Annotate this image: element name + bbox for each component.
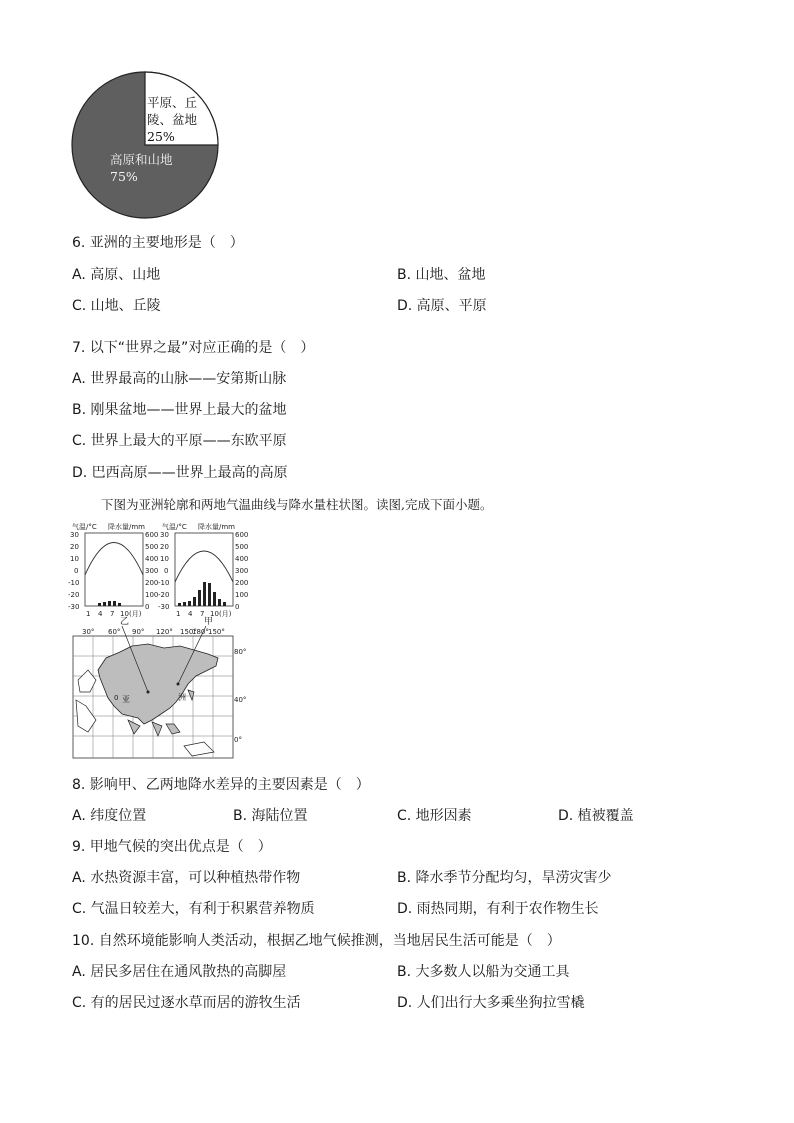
q8-option-c[interactable]: C. 地形因素 (397, 808, 472, 824)
q10-option-b[interactable]: B. 大多数人以船为交通工具 (397, 964, 570, 980)
q9-option-a[interactable]: A. 水热资源丰富，可以种植热带作物 (72, 870, 301, 886)
q7-option-b[interactable]: B. 刚果盆地——世界上最大的盆地 (72, 402, 287, 418)
q9-option-b[interactable]: B. 降水季节分配均匀，旱涝灾害少 (397, 870, 612, 886)
svg-text:0: 0 (114, 694, 119, 702)
pie-label-plateaus: 高原和山地 75% (110, 152, 173, 184)
svg-text:7: 7 (110, 610, 115, 618)
q8-option-b[interactable]: B. 海陆位置 (233, 808, 308, 824)
right-climate-chart (158, 531, 248, 618)
svg-text:-30: -30 (158, 603, 170, 611)
svg-text:-20: -20 (158, 591, 170, 599)
svg-text:4: 4 (188, 610, 193, 618)
svg-text:300: 300 (235, 567, 248, 575)
svg-text:30: 30 (160, 531, 169, 539)
left-precip-axis-label: 降水量/mm (108, 523, 145, 531)
q6-option-c[interactable]: C. 山地、丘陵 (72, 298, 161, 314)
svg-text:0: 0 (145, 603, 150, 611)
svg-text:(月): (月) (129, 610, 142, 618)
svg-text:0°: 0° (234, 736, 242, 744)
q6-option-a[interactable]: A. 高原、山地 (72, 267, 161, 283)
q9-option-c[interactable]: C. 气温日较差大，有利于积累营养物质 (72, 901, 315, 917)
figure-intro: 下图为亚洲轮廓和两地气温曲线与降水量柱状图。读图,完成下面小题。 (101, 497, 493, 512)
q10-option-c[interactable]: C. 有的居民过逐水草而居的游牧生活 (72, 995, 301, 1011)
svg-text:100: 100 (235, 591, 248, 599)
svg-text:600: 600 (145, 531, 159, 539)
svg-text:1: 1 (86, 610, 91, 618)
svg-text:500: 500 (145, 543, 159, 551)
q8-option-d[interactable]: D. 植被覆盖 (558, 808, 634, 824)
q6-option-b[interactable]: B. 山地、盆地 (397, 267, 486, 283)
svg-text:1: 1 (176, 610, 181, 618)
svg-text:-20: -20 (68, 591, 80, 599)
svg-text:20: 20 (70, 543, 79, 551)
q10-option-d[interactable]: D. 人们出行大多乘坐狗拉雪橇 (397, 995, 585, 1011)
svg-text:150°: 150° (208, 628, 225, 636)
svg-text:300: 300 (145, 567, 159, 575)
asia-outline-map (73, 626, 246, 758)
q7-option-a[interactable]: A. 世界最高的山脉——安第斯山脉 (72, 371, 287, 387)
q10-option-a[interactable]: A. 居民多居住在通风散热的高脚屋 (72, 964, 287, 980)
right-precip-axis-label: 降水量/mm (198, 523, 235, 531)
svg-text:4: 4 (98, 610, 103, 618)
svg-text:7: 7 (200, 610, 205, 618)
svg-text:-10: -10 (158, 579, 170, 587)
svg-text:180°: 180° (192, 628, 209, 636)
svg-text:0: 0 (235, 603, 240, 611)
q8-option-a[interactable]: A. 纬度位置 (72, 808, 147, 824)
landform-pie-chart (70, 70, 222, 222)
svg-text:0: 0 (74, 567, 79, 575)
q7-option-c[interactable]: C. 世界上最大的平原——东欧平原 (72, 433, 287, 449)
svg-text:120°: 120° (156, 628, 173, 636)
svg-text:60°: 60° (108, 628, 121, 636)
label-jia: 甲 (204, 617, 214, 627)
svg-text:90°: 90° (132, 628, 145, 636)
svg-text:600: 600 (235, 531, 248, 539)
right-temp-axis-label: 气温/°C (162, 523, 187, 531)
svg-text:30: 30 (70, 531, 79, 539)
svg-text:10: 10 (70, 555, 79, 563)
q10-stem: 10. 自然环境能影响人类活动，根据乙地气候推测，当地居民生活可能是（ ） (72, 933, 561, 949)
climate-map-figure (68, 520, 248, 764)
q9-option-d[interactable]: D. 雨热同期，有利于农作物生长 (397, 901, 599, 917)
pie-label-plains: 平原、丘 陵、盆地 25% (147, 95, 198, 144)
svg-text:500: 500 (235, 543, 248, 551)
svg-text:-10: -10 (68, 579, 80, 587)
q7-option-d[interactable]: D. 巴西高原——世界上最高的高原 (72, 465, 288, 481)
svg-text:40°: 40° (234, 696, 247, 704)
svg-text:10: 10 (210, 610, 219, 618)
svg-text:30°: 30° (82, 628, 95, 636)
left-climate-chart (68, 531, 158, 618)
svg-text:80°: 80° (234, 648, 247, 656)
left-temp-axis-label: 气温/°C (72, 523, 97, 531)
q7-stem: 7. 以下“世界之最”对应正确的是（ ） (72, 340, 315, 356)
svg-text:400: 400 (235, 555, 248, 563)
svg-text:150°: 150° (180, 628, 197, 636)
svg-text:400: 400 (145, 555, 159, 563)
svg-text:(月): (月) (219, 610, 232, 618)
svg-text:0: 0 (164, 567, 169, 575)
svg-text:200: 200 (145, 579, 159, 587)
q8-stem: 8. 影响甲、乙两地降水差异的主要因素是（ ） (72, 777, 370, 793)
svg-text:亚: 亚 (122, 695, 130, 704)
svg-text:20: 20 (160, 543, 169, 551)
q6-option-d[interactable]: D. 高原、平原 (397, 298, 487, 314)
q6-stem: 6. 亚洲的主要地形是（ ） (72, 235, 244, 251)
svg-text:10: 10 (160, 555, 169, 563)
q9-stem: 9. 甲地气候的突出优点是（ ） (72, 839, 272, 855)
svg-text:200: 200 (235, 579, 248, 587)
svg-text:10: 10 (120, 610, 129, 618)
svg-text:100: 100 (145, 591, 159, 599)
label-yi: 乙 (120, 617, 130, 627)
svg-text:洲: 洲 (178, 693, 186, 702)
svg-text:-30: -30 (68, 603, 80, 611)
